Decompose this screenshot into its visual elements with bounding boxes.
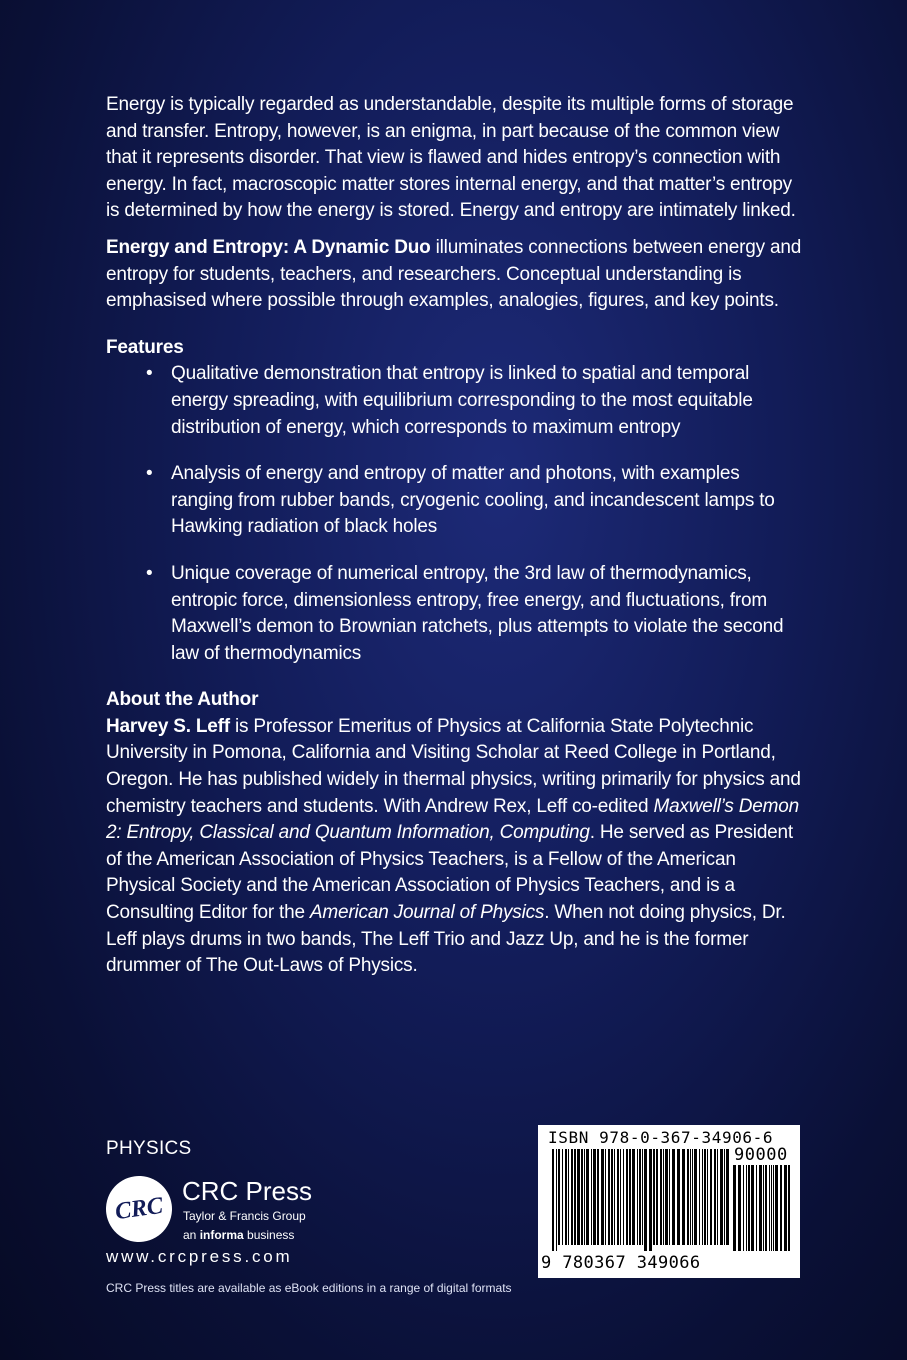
feature-text: Qualitative demonstration that entropy is linked to spatial and temporal energy spreading, with equilibrium corresponding to the most equitable distribution of energy, which corresponds to maximum entropy bbox=[171, 363, 753, 438]
barcode-bar bbox=[665, 1149, 668, 1245]
barcode-bar bbox=[748, 1165, 750, 1251]
barcode-bar bbox=[694, 1149, 697, 1245]
barcode-bar bbox=[565, 1149, 567, 1245]
barcode-bar bbox=[726, 1149, 729, 1245]
barcode-bar bbox=[663, 1149, 664, 1245]
barcode-bar bbox=[784, 1165, 787, 1251]
barcode-bar bbox=[601, 1149, 604, 1245]
addon-barcode-bars bbox=[733, 1165, 793, 1253]
barcode-bar bbox=[746, 1165, 747, 1251]
barcode-bar bbox=[656, 1149, 658, 1245]
intro-paragraph: Energy is typically regarded as understandable, despite its multiple forms of storage and transfer. Entropy, however, is an enigma, in part because of the common view that it represents disorder. That view is flawed and hides entropy’s connection with energy. In fact, macroscopic matter stores internal energy, and that matter’s entropy is determined by how the energy is stored. Energy and entropy are intimately linked. bbox=[106, 94, 796, 222]
barcode-bar bbox=[724, 1149, 725, 1245]
informa-suffix: business bbox=[243, 1228, 295, 1242]
informa-line bbox=[183, 1228, 294, 1242]
barcode-bar bbox=[593, 1149, 596, 1245]
feature-text: Analysis of energy and entropy of matter and photons, with examples ranging from rubber bands, cryogenic cooling, and incandescent lamps to Hawking radiation of black holes bbox=[171, 463, 775, 538]
informa-prefix: an bbox=[183, 1228, 200, 1242]
barcode-bar bbox=[704, 1149, 706, 1245]
author-bio-text: is Professor Emeritus of Physics at California State Polytechnic University in Pomona, California and Visiting Scholar at Reed College in Portland, Oregon. He has published widely in thermal physics, writing primarily for physics and chemistry teachers and students. With Andrew Rex, Leff co-edited bbox=[106, 715, 801, 817]
barcode-bar bbox=[714, 1149, 716, 1245]
author-bio bbox=[106, 714, 806, 980]
book-description-text: illuminates connections between energy and entropy for students, teachers, and researchers. Conceptual understanding is emphasised where possible through examples, analogies, figures, and key points. bbox=[106, 236, 802, 312]
feature-item bbox=[106, 461, 806, 541]
barcode-bar bbox=[660, 1149, 662, 1245]
barcode-bar bbox=[738, 1165, 741, 1251]
barcode-bar bbox=[717, 1149, 718, 1245]
ean-barcode-bars bbox=[552, 1149, 730, 1253]
barcode-bar bbox=[710, 1149, 712, 1245]
about-author-heading: About the Author bbox=[106, 689, 259, 711]
barcode-bar bbox=[629, 1149, 631, 1245]
features-heading: Features bbox=[106, 336, 184, 358]
publisher-logo bbox=[106, 1176, 346, 1246]
barcode-bar bbox=[720, 1149, 723, 1245]
barcode-bar bbox=[771, 1165, 772, 1251]
author-bio-text: . He served as President of the American Association of Physics Teachers, is a Fellow of the American Physical Society and the American Association of Physics Teachers, and is a Consulting Editor for the bbox=[106, 822, 793, 924]
book-description bbox=[106, 235, 806, 315]
barcode-bar bbox=[756, 1165, 757, 1251]
bullet-icon: • bbox=[146, 363, 153, 385]
barcode-bar bbox=[707, 1149, 708, 1245]
barcode-bar bbox=[626, 1149, 628, 1245]
barcode-bar bbox=[571, 1149, 573, 1245]
barcode-bar bbox=[775, 1165, 778, 1251]
barcode-bar bbox=[623, 1149, 624, 1245]
barcode-bar bbox=[608, 1149, 610, 1245]
barcode-bar bbox=[763, 1165, 764, 1251]
features-list bbox=[106, 361, 806, 667]
barcode-bar bbox=[690, 1149, 691, 1245]
crc-logo-icon: CRC bbox=[102, 1172, 177, 1247]
barcode-bar bbox=[620, 1149, 621, 1245]
barcode-bar bbox=[765, 1165, 767, 1251]
barcode-bar bbox=[780, 1165, 782, 1251]
barcode-bar bbox=[574, 1149, 576, 1245]
barcode-bar bbox=[568, 1149, 569, 1245]
barcode-bar bbox=[677, 1149, 680, 1245]
barcode-bar bbox=[556, 1149, 557, 1251]
barcode-bar bbox=[649, 1149, 652, 1251]
barcode-bar bbox=[669, 1149, 670, 1245]
publisher-name: CRC Press bbox=[182, 1176, 313, 1206]
barcode-bar bbox=[562, 1149, 563, 1245]
barcode-bar bbox=[586, 1149, 589, 1245]
barcode-bar bbox=[552, 1149, 554, 1251]
bullet-icon: • bbox=[146, 463, 153, 485]
barcode-bar bbox=[637, 1149, 638, 1245]
barcode-bar bbox=[581, 1149, 583, 1245]
barcode-bar bbox=[751, 1165, 754, 1251]
barcode-bar bbox=[558, 1149, 560, 1245]
author-bio-text: . When not doing physics, Dr. Leff plays drums in two bands, The Leff Trio and Jazz Up, and he is the former drummer of The Out-Laws of Physics. bbox=[106, 902, 786, 977]
back-cover-text bbox=[106, 92, 806, 980]
barcode-bar bbox=[699, 1149, 700, 1245]
barcode-bar bbox=[692, 1149, 693, 1245]
barcode-bar bbox=[597, 1149, 599, 1245]
publisher-website[interactable]: www.crcpress.com bbox=[106, 1247, 293, 1266]
barcode-bar bbox=[639, 1149, 641, 1245]
barcode-bar bbox=[702, 1149, 703, 1245]
barcode-bar bbox=[577, 1149, 580, 1245]
barcode-bar bbox=[584, 1149, 585, 1245]
publisher-group: Taylor & Francis Group bbox=[183, 1209, 306, 1223]
barcode-bar bbox=[682, 1149, 685, 1245]
barcode-bar bbox=[644, 1149, 647, 1251]
barcode-bar bbox=[788, 1165, 790, 1251]
barcode-bar bbox=[632, 1149, 635, 1245]
journal-title: American Journal of Physics bbox=[309, 902, 545, 924]
barcode-bar bbox=[743, 1165, 744, 1251]
barcode-bar bbox=[653, 1149, 655, 1245]
feature-item bbox=[106, 361, 806, 441]
barcode-bar bbox=[672, 1149, 675, 1245]
barcode-bar bbox=[759, 1165, 762, 1251]
informa-word: informa bbox=[199, 1228, 244, 1242]
barcode-bar bbox=[614, 1149, 615, 1245]
barcode-bar bbox=[687, 1149, 689, 1245]
isbn-label: ISBN 978-0-367-34906-6 bbox=[548, 1128, 774, 1147]
barcode-bar bbox=[733, 1165, 736, 1251]
barcode-bar bbox=[617, 1149, 619, 1245]
price-addon-number: 90000 bbox=[734, 1145, 788, 1165]
barcode-bar bbox=[773, 1165, 774, 1251]
bullet-icon: • bbox=[146, 562, 153, 584]
subject-category: PHYSICS bbox=[106, 1138, 192, 1159]
ean-digits: 9 780367 349066 bbox=[541, 1253, 701, 1273]
isbn-barcode bbox=[538, 1125, 800, 1278]
barcode-bar bbox=[769, 1165, 770, 1251]
author-name: Harvey S. Leff bbox=[106, 715, 230, 737]
book-title: Energy and Entropy: A Dynamic Duo bbox=[106, 236, 431, 258]
barcode-bar bbox=[611, 1149, 613, 1245]
barcode-bar bbox=[642, 1149, 643, 1245]
barcode-bar bbox=[591, 1149, 592, 1245]
feature-item bbox=[106, 561, 806, 667]
barcode-bar bbox=[605, 1149, 606, 1245]
ebook-note: CRC Press titles are available as eBook editions in a range of digital formats bbox=[106, 1281, 512, 1295]
feature-text: Unique coverage of numerical entropy, the 3rd law of thermodynamics, entropic force, dimensionless entropy, free energy, and fluctuations, from Maxwell’s demon to Brownian ratchets, plus attempts to violate the second law of thermodynamics bbox=[171, 562, 784, 664]
edited-book-title: Maxwell’s Demon 2: Entropy, Classical and Quantum Information, Computing bbox=[106, 795, 799, 844]
